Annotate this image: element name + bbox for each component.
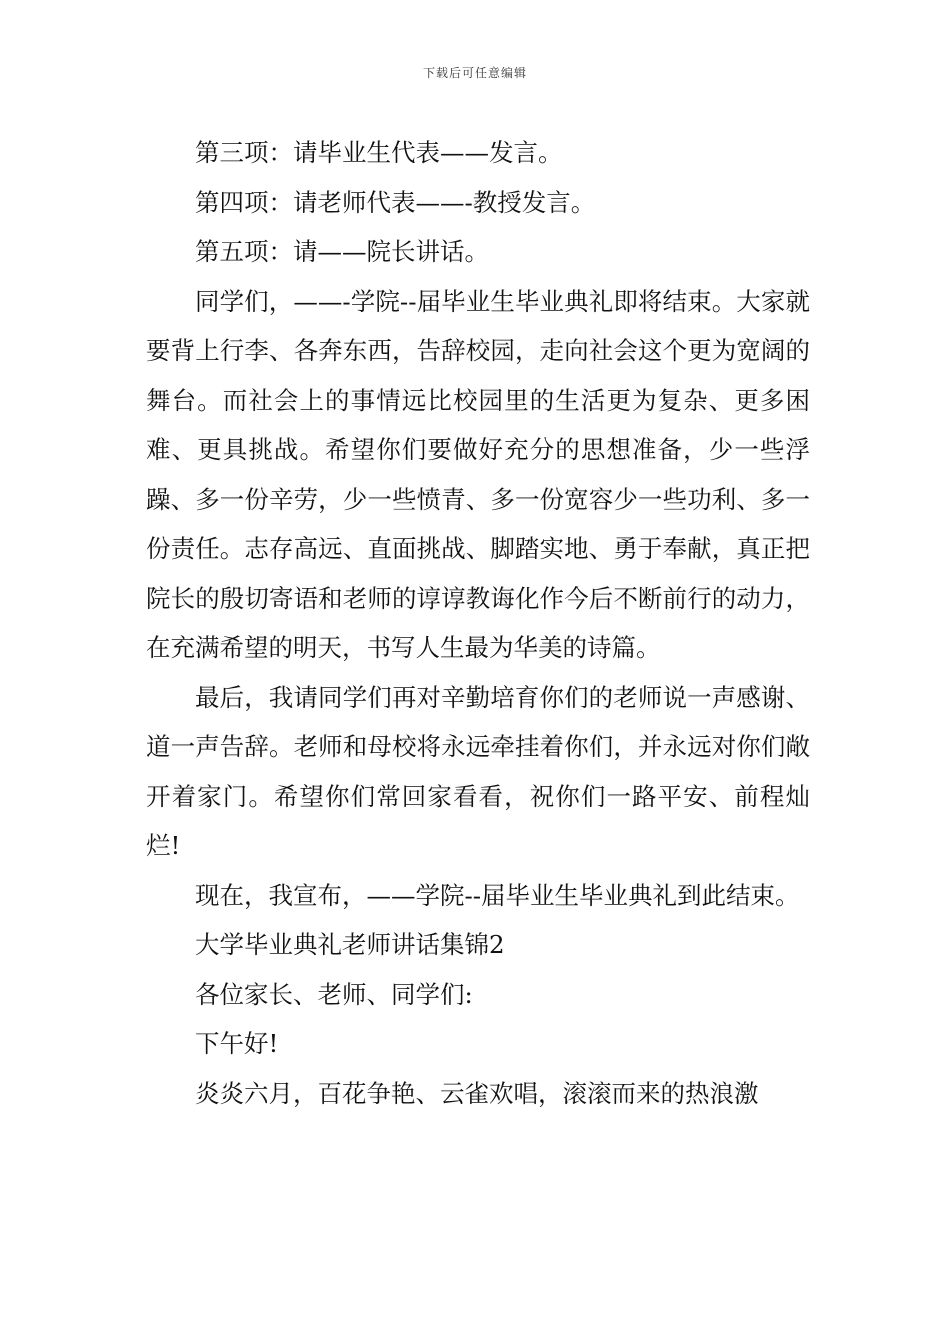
section-title: 大学毕业典礼老师讲话集锦2 [195, 930, 505, 959]
paragraph-announcement: 现在，我宣布，——学院--届毕业生毕业典礼到此结束。 [195, 880, 800, 910]
paragraph-closing-remarks: 同学们，——-学院--届毕业生毕业典礼即将结束。大家就要背上行李、各奔东西，告辞校园，走向社会这个更为宽阔的舞台。而社会上的事情远比校园里的生活更为复杂、更多困难、更具挑战。希望你们要做好充分的思想准备，少一些浮躁、多一份辛劳，少一些愤青、多一份宽容少一些功利、多一份责任。志存高远、直面挑战、脚踏实地、勇于奉献，真正把院长的殷切寄语和老师的谆谆教诲化作今后不断前行的动力，在充满希望的明天，书写人生最为华美的诗篇。 [146, 286, 810, 662]
paragraph-item-3: 第三项：请毕业生代表——发言。 [195, 138, 563, 167]
greeting: 下午好! [195, 1029, 279, 1058]
page-header: 下载后可任意编辑 [422, 66, 527, 80]
paragraph-opening: 炎炎六月，百花争艳、云雀欢唱，滚滚而来的热浪激 [195, 1078, 759, 1108]
paragraph-item-4: 第四项：请老师代表——-教授发言。 [195, 187, 596, 217]
paragraph-item-5: 第五项：请——院长讲话。 [195, 237, 489, 266]
document-body [146, 128, 810, 1118]
salutation: 各位家长、老师、同学们: [195, 979, 473, 1009]
paragraph-thanks: 最后，我请同学们再对辛勤培育你们的老师说一声感谢、道一声告辞。老师和母校将永远牵挂着你们，并永远对你们敞开着家门。希望你们常回家看看，祝你们一路平安、前程灿烂! [146, 682, 810, 860]
